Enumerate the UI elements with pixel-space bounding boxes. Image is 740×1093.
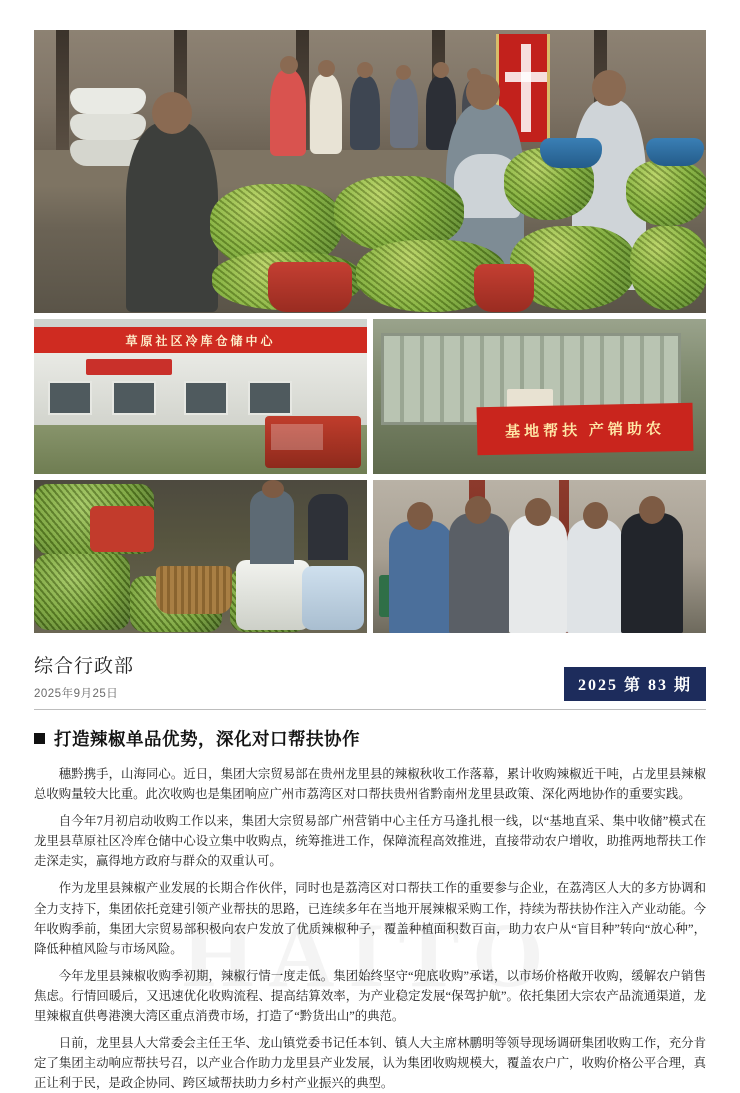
foam-box bbox=[70, 88, 146, 114]
cold-storage-building-photo bbox=[34, 319, 367, 474]
department-block bbox=[34, 651, 134, 701]
paragraph: 今年龙里县辣椒收购季初期，辣椒行情一度走低。集团始终坚守“兜底收购”承诺，以市场价格敞开收购，缓解农户销售焦虑。行情回暖后，又迅速优化收购流程、提高结算效率，为产业稳定发展“保驾护航”。依托集团大宗农产品流通渠道，龙里辣椒直供粤港澳大湾区重点消费市场，打造了“黔货出山”的典范。 bbox=[34, 968, 706, 1024]
paragraph: 日前，龙里县人大常委会主任王华、龙山镇党委书记任本钊、镇人大主席林鹏明等领导现场调研集团收购工作，充分肯定了集团主动响应帮扶号召，以产业合作助力龙里县产业发展，认为集团收购规模大，覆盖农户广，收购价格公平合理，真正让利于民，是政企协同、跨区域帮扶助力乡村产业振兴的典型。 bbox=[34, 1036, 706, 1091]
photo-row-bottom bbox=[34, 480, 706, 633]
person-figure bbox=[509, 515, 567, 633]
loaded-truck-banner-photo bbox=[373, 319, 706, 474]
chili-market-photo bbox=[34, 30, 706, 313]
page-title: 打造辣椒单品优势，深化对口帮扶协作 bbox=[54, 729, 360, 749]
person-figure bbox=[270, 70, 306, 156]
person-head bbox=[318, 60, 335, 77]
square-bullet-icon bbox=[34, 733, 45, 744]
chili-pile bbox=[626, 160, 706, 226]
truck-red-banner: 基地帮扶 产销助农 bbox=[477, 403, 694, 456]
red-tub bbox=[268, 262, 352, 312]
person-head bbox=[396, 65, 411, 80]
window bbox=[112, 381, 156, 415]
person-head bbox=[525, 498, 551, 526]
person-head bbox=[152, 92, 192, 134]
issue-badge: 2025 第 83 期 bbox=[564, 667, 706, 701]
window bbox=[48, 381, 92, 415]
pepper-pile bbox=[34, 554, 130, 630]
person-figure bbox=[389, 521, 453, 633]
department-name: 综合行政部 bbox=[34, 656, 135, 677]
white-sack bbox=[236, 560, 310, 630]
photo-row-middle bbox=[34, 319, 706, 474]
blue-sack bbox=[302, 566, 364, 630]
paragraph: 自今年7月初启动收购工作以来，集团大宗贸易部广州营销中心主任方马逢扎根一线，以“基地直采、集中收储”模式在龙里县草原社区冷库仓储中心设立集中收购点，统筹推进工作，保障流程高效推进，直接带动农户增收，助推两地帮扶工作走深走实，赢得地方政府与群众的双重认可。 bbox=[34, 814, 706, 869]
red-truck bbox=[265, 416, 361, 468]
person-head bbox=[357, 62, 373, 78]
window bbox=[184, 381, 228, 415]
roof-beam bbox=[56, 30, 69, 150]
cold-storage-banner: 草原社区冷库仓储中心 bbox=[34, 327, 367, 353]
person-figure bbox=[308, 494, 348, 560]
chili-pile bbox=[630, 226, 706, 310]
person-head bbox=[465, 496, 491, 524]
headline-block bbox=[34, 726, 706, 751]
person-figure bbox=[310, 74, 342, 154]
person-head bbox=[583, 502, 608, 529]
person-head bbox=[592, 70, 626, 106]
person-head bbox=[407, 502, 433, 530]
onsite-research-photo bbox=[373, 480, 706, 633]
document-meta bbox=[34, 651, 706, 701]
red-tarp bbox=[90, 506, 154, 552]
person-head bbox=[639, 496, 665, 524]
blue-tub bbox=[646, 138, 704, 166]
person-head bbox=[262, 480, 284, 498]
blue-tub bbox=[540, 138, 602, 168]
window bbox=[248, 381, 292, 415]
bamboo-basket bbox=[156, 566, 232, 614]
pepper-sorting-photo bbox=[34, 480, 367, 633]
person-figure bbox=[449, 513, 509, 633]
divider bbox=[34, 709, 706, 710]
article-body bbox=[34, 764, 706, 1093]
person-head bbox=[280, 56, 298, 74]
person-figure bbox=[250, 490, 294, 564]
person-figure bbox=[350, 76, 380, 150]
photo-grid bbox=[34, 30, 706, 633]
person-figure-foreground bbox=[126, 122, 218, 312]
publish-date: 2025年9月25日 bbox=[34, 688, 119, 700]
facade-sign bbox=[86, 359, 172, 375]
paragraph: 穗黔携手，山海同心。近日，集团大宗贸易部在贵州龙里县的辣椒秋收工作落幕，累计收购辣椒近干吨，占龙里县辣椒总收购量较大比重。此次收购也是集团响应广州市荔湾区对口帮扶贵州省黔南州龙里县政策、深化两地协作的重要实践。 bbox=[34, 767, 706, 802]
paragraph: 作为龙里县辣椒产业发展的长期合作伙伴，同时也是荔湾区对口帮扶工作的重要参与企业，在荔湾区人大的多方协调和全力支持下，集团依托竞建引领产业帮扶的思路，已连续多年在当地开展辣椒采购工作，持续为帮扶协作注入产业动能。今年收购季前，集团大宗贸易部积极向农户发放了优质辣椒种子，覆盖种植面积数百亩，助力农户从“盲目种”转向“放心种”，降低种植风险与市场风险。 bbox=[34, 881, 706, 956]
person-head bbox=[466, 74, 500, 110]
person-figure bbox=[621, 513, 683, 633]
foam-box bbox=[70, 114, 146, 140]
person-figure bbox=[390, 78, 418, 148]
red-tub bbox=[474, 264, 534, 312]
person-head bbox=[433, 62, 449, 78]
person-figure bbox=[567, 519, 623, 633]
